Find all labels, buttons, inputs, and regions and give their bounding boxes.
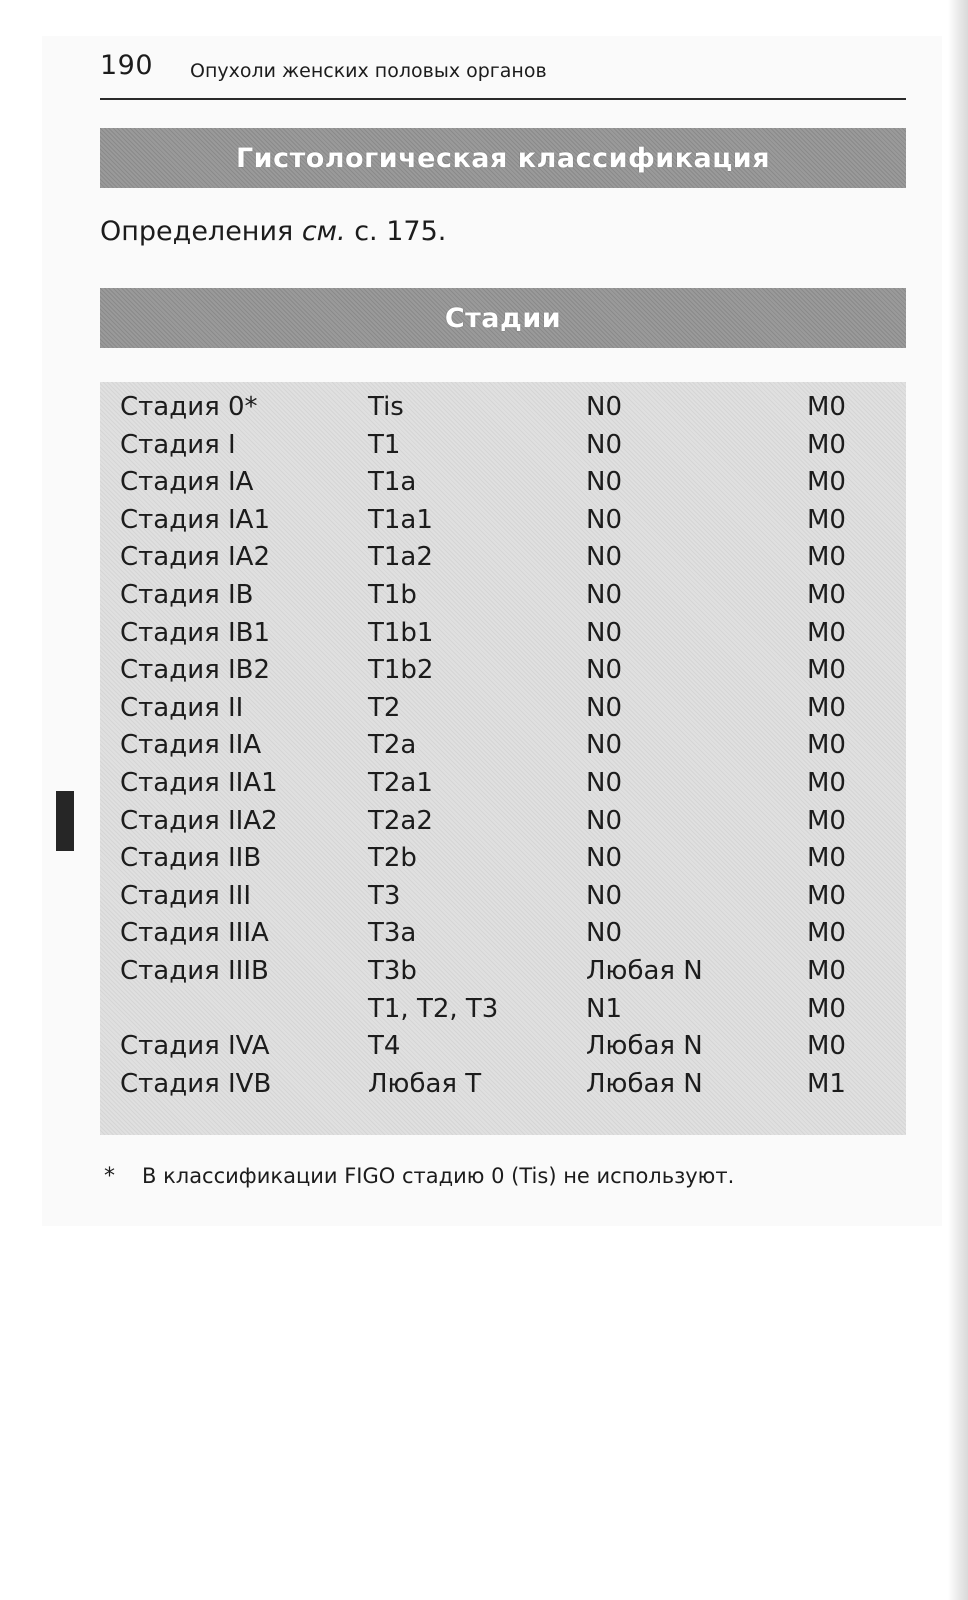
stage-cell: Стадия I <box>120 429 236 460</box>
definitions-emphasis: см. <box>301 216 346 247</box>
t-cell: T1b1 <box>368 617 434 648</box>
n-cell: N0 <box>586 880 622 911</box>
m-cell: M0 <box>807 467 846 498</box>
table-row <box>100 614 906 652</box>
t-cell: T2b <box>368 843 417 874</box>
running-header <box>100 48 906 100</box>
t-cell: T2a1 <box>368 768 433 798</box>
n-cell: N1 <box>586 993 622 1024</box>
table-row <box>100 651 906 689</box>
stage-cell: Стадия IIIA <box>120 918 269 949</box>
m-cell: M0 <box>807 617 846 648</box>
t-cell: T3b <box>368 956 417 986</box>
stage-cell: Стадия IVB <box>120 1068 272 1099</box>
m-cell: M0 <box>807 880 846 911</box>
stage-cell: Стадия IB1 <box>120 617 271 648</box>
stage-cell: Стадия IIA <box>120 730 262 761</box>
m-cell: M0 <box>807 768 846 798</box>
n-cell: N0 <box>586 580 622 610</box>
table-row <box>100 538 906 576</box>
t-cell: T2 <box>368 692 401 723</box>
stage-cell: Стадия IA2 <box>120 542 271 573</box>
stage-cell: Стадия IIA1 <box>120 768 278 798</box>
table-row <box>100 388 906 426</box>
table-row <box>100 501 906 539</box>
m-cell: M0 <box>807 956 846 986</box>
n-cell: N0 <box>586 655 622 686</box>
n-cell: N0 <box>586 730 622 761</box>
table-row <box>100 463 906 501</box>
stage-cell: Стадия IA <box>120 467 254 498</box>
m-cell: M0 <box>807 692 846 723</box>
table-row <box>100 839 906 877</box>
stage-cell: Стадия IA1 <box>120 504 271 535</box>
t-cell: T3 <box>368 880 401 911</box>
stage-table <box>100 382 906 1135</box>
definitions-suffix: с. 175. <box>345 216 447 247</box>
stage-cell: Стадия 0* <box>120 392 258 422</box>
t-cell: T1a1 <box>368 504 433 535</box>
table-row <box>100 726 906 764</box>
t-cell: T3a <box>368 918 417 949</box>
page-number: 190 <box>100 50 154 81</box>
n-cell: N0 <box>586 617 622 648</box>
stage-cell: Стадия IB <box>120 580 254 610</box>
page-edge-shadow <box>948 0 968 1600</box>
t-cell: T1a <box>368 467 417 498</box>
n-cell: Любая N <box>586 1031 703 1062</box>
stage-cell: Стадия II <box>120 692 244 723</box>
table-row <box>100 952 906 990</box>
footnote-text: В классификации FIGO стадию 0 (Tis) не используют. <box>142 1164 735 1188</box>
m-cell: M0 <box>807 1031 846 1062</box>
stage-cell: Стадия IB2 <box>120 655 271 686</box>
m-cell: M0 <box>807 429 846 460</box>
n-cell: Любая N <box>586 1068 703 1099</box>
m-cell: M0 <box>807 805 846 836</box>
stage-cell: Стадия IIB <box>120 843 262 874</box>
stage-cell: Стадия IIA2 <box>120 805 278 836</box>
n-cell: Любая N <box>586 956 703 986</box>
m-cell: M0 <box>807 392 846 422</box>
thumb-index-marker <box>56 791 74 851</box>
n-cell: N0 <box>586 429 622 460</box>
table-row <box>100 576 906 614</box>
t-cell: T2a <box>368 730 417 761</box>
n-cell: N0 <box>586 768 622 798</box>
m-cell: M0 <box>807 843 846 874</box>
m-cell: M0 <box>807 918 846 949</box>
stage-cell: Стадия IIIB <box>120 956 269 986</box>
stage-cell: Стадия IVA <box>120 1031 270 1062</box>
stage-cell: Стадия III <box>120 880 252 911</box>
table-row <box>100 877 906 915</box>
table-row <box>100 764 906 802</box>
table-row <box>100 1065 906 1103</box>
m-cell: M0 <box>807 730 846 761</box>
t-cell: Любая T <box>368 1068 482 1099</box>
n-cell: N0 <box>586 805 622 836</box>
n-cell: N0 <box>586 542 622 573</box>
chapter-title: Опухоли женских половых органов <box>190 60 547 82</box>
stages-section-heading: Стадии <box>100 288 906 348</box>
m-cell: M0 <box>807 993 846 1024</box>
m-cell: M0 <box>807 655 846 686</box>
t-cell: T1 <box>368 429 401 460</box>
table-row <box>100 914 906 952</box>
definitions-reference <box>100 216 446 247</box>
m-cell: M1 <box>807 1068 846 1099</box>
t-cell: T1, T2, T3 <box>368 993 499 1024</box>
definitions-prefix: Определения <box>100 216 302 247</box>
histology-section-heading: Гистологическая классификация <box>100 128 906 188</box>
m-cell: M0 <box>807 580 846 610</box>
n-cell: N0 <box>586 467 622 498</box>
n-cell: N0 <box>586 918 622 949</box>
n-cell: N0 <box>586 692 622 723</box>
t-cell: T1b2 <box>368 655 434 686</box>
t-cell: T1a2 <box>368 542 433 573</box>
t-cell: T4 <box>368 1031 401 1062</box>
m-cell: M0 <box>807 542 846 573</box>
table-row <box>100 426 906 464</box>
t-cell: T1b <box>368 580 417 610</box>
n-cell: N0 <box>586 504 622 535</box>
t-cell: Tis <box>368 392 404 422</box>
footnote-asterisk: * <box>104 1164 115 1189</box>
table-row <box>100 1027 906 1065</box>
n-cell: N0 <box>586 392 622 422</box>
table-row <box>100 802 906 840</box>
table-row <box>100 990 906 1028</box>
n-cell: N0 <box>586 843 622 874</box>
m-cell: M0 <box>807 504 846 535</box>
table-row <box>100 689 906 727</box>
t-cell: T2a2 <box>368 805 433 836</box>
